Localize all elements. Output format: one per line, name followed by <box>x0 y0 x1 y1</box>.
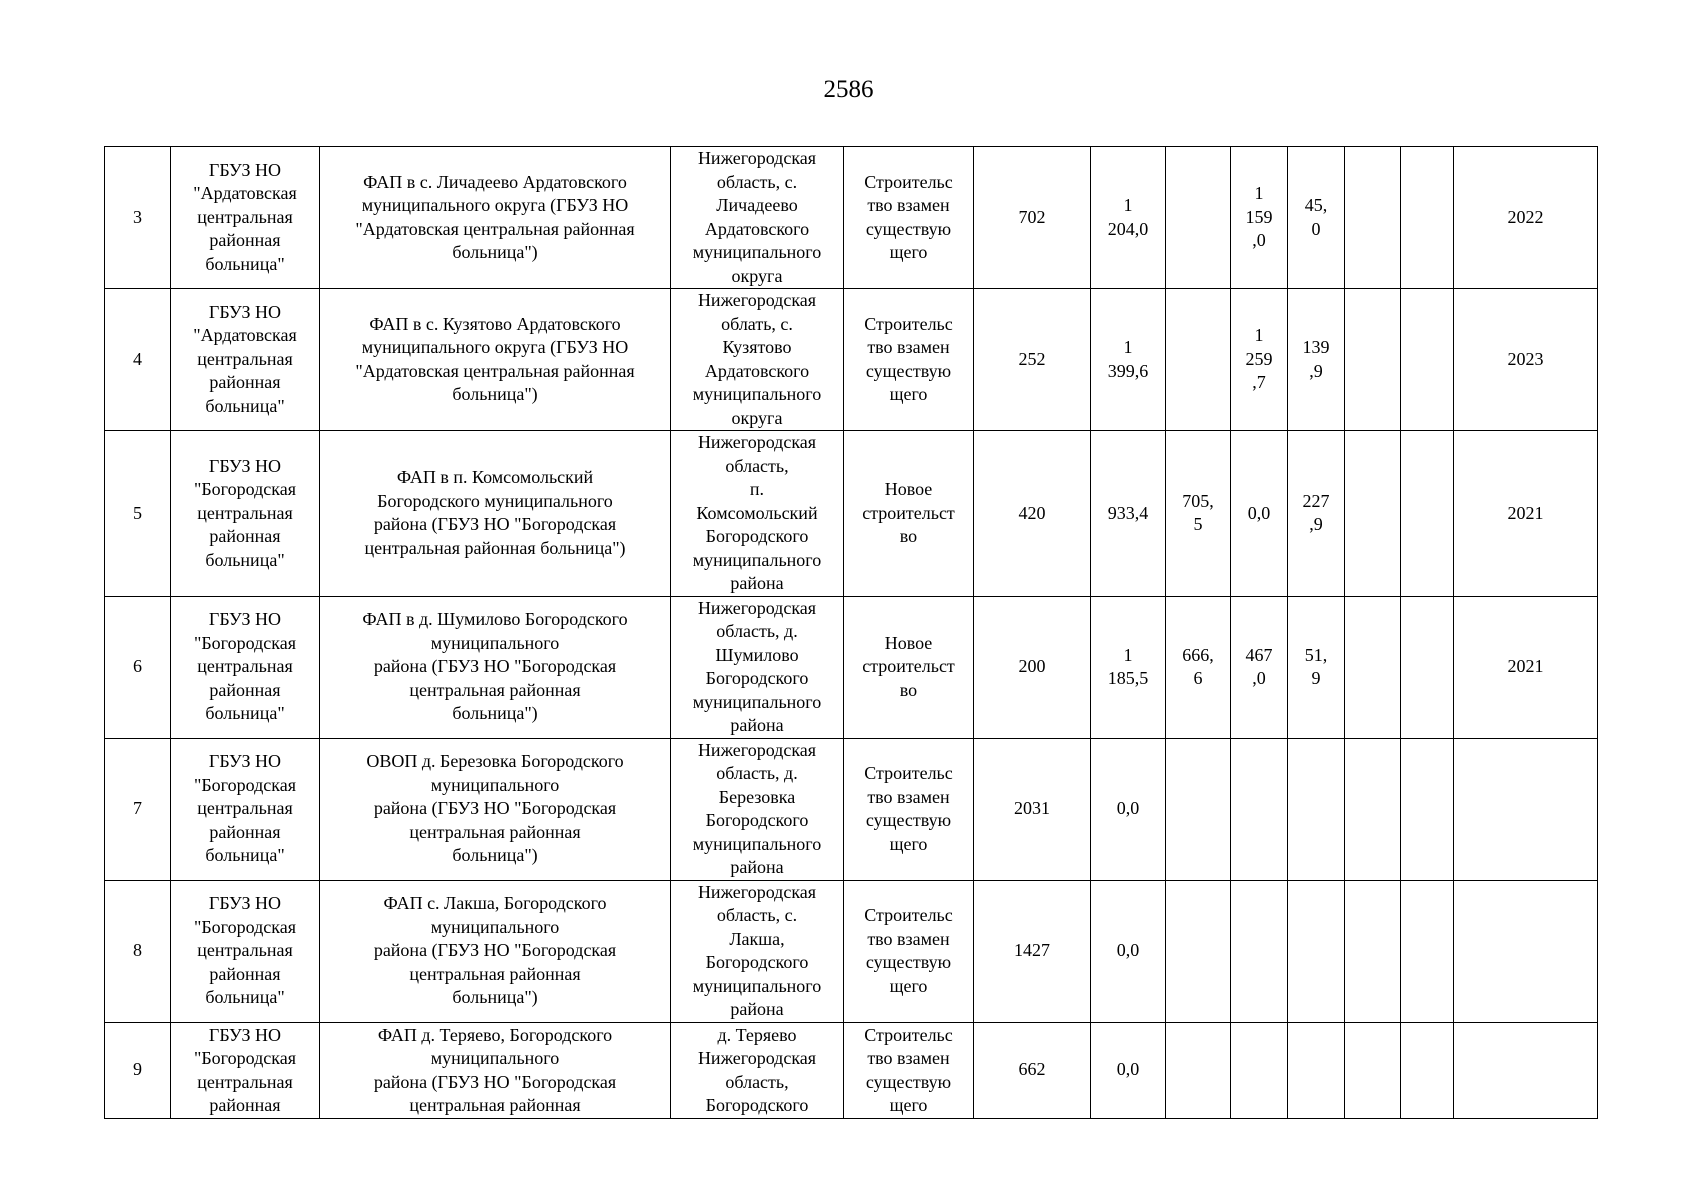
address-cell: Нижегородская область, д. Шумилово Богородского муниципального района <box>671 596 844 738</box>
object-cell: ФАП в п. Комсомольский Богородского муниципального района (ГБУЗ НО "Богородская центральная районная больница") <box>320 431 671 597</box>
value-cell <box>1401 289 1454 431</box>
value-cell: 666, 6 <box>1166 596 1231 738</box>
value-cell: 1 399,6 <box>1091 289 1166 431</box>
value-cell <box>1345 431 1401 597</box>
object-cell: ОВОП д. Березовка Богородского муниципального района (ГБУЗ НО "Богородская центральная районная больница") <box>320 738 671 880</box>
value-cell <box>1345 289 1401 431</box>
value-cell: 420 <box>974 431 1091 597</box>
value-cell <box>1401 596 1454 738</box>
value-cell: 702 <box>974 147 1091 289</box>
value-cell: 0,0 <box>1091 880 1166 1022</box>
value-cell <box>1231 1022 1288 1118</box>
value-cell: 1 204,0 <box>1091 147 1166 289</box>
object-cell: ФАП д. Теряево, Богородского муниципального района (ГБУЗ НО "Богородская центральная районная <box>320 1022 671 1118</box>
object-cell: ФАП с. Лакша, Богородского муниципального района (ГБУЗ НО "Богородская центральная районная больница") <box>320 880 671 1022</box>
work-type-cell: Строительс тво взамен существую щего <box>844 289 974 431</box>
value-cell <box>1345 1022 1401 1118</box>
address-cell: Нижегородская область, п. Комсомольский Богородского муниципального района <box>671 431 844 597</box>
value-cell <box>1401 880 1454 1022</box>
row-number: 8 <box>105 880 171 1022</box>
value-cell <box>1345 596 1401 738</box>
table-row <box>105 880 1598 1022</box>
row-number: 5 <box>105 431 171 597</box>
value-cell: 467 ,0 <box>1231 596 1288 738</box>
value-cell: 139 ,9 <box>1288 289 1345 431</box>
institution-cell: ГБУЗ НО "Богородская центральная районная больница" <box>171 738 320 880</box>
value-cell <box>1401 147 1454 289</box>
object-cell: ФАП в с. Личадеево Ардатовского муниципального округа (ГБУЗ НО "Ардатовская центральная районная больница") <box>320 147 671 289</box>
value-cell: 1 185,5 <box>1091 596 1166 738</box>
address-cell: Нижегородская область, с. Личадеево Ардатовского муниципального округа <box>671 147 844 289</box>
value-cell: 0,0 <box>1091 738 1166 880</box>
institution-cell: ГБУЗ НО "Ардатовская центральная районная больница" <box>171 147 320 289</box>
institution-cell: ГБУЗ НО "Богородская центральная районная <box>171 1022 320 1118</box>
row-number: 7 <box>105 738 171 880</box>
value-cell: 705, 5 <box>1166 431 1231 597</box>
year-cell: 2021 <box>1454 431 1598 597</box>
table-row <box>105 431 1598 597</box>
work-type-cell: Строительс тво взамен существую щего <box>844 147 974 289</box>
address-cell: Нижегородская область, д. Березовка Богородского муниципального района <box>671 738 844 880</box>
value-cell <box>1345 738 1401 880</box>
year-cell <box>1454 738 1598 880</box>
year-cell <box>1454 880 1598 1022</box>
value-cell: 1 259 ,7 <box>1231 289 1288 431</box>
value-cell <box>1166 1022 1231 1118</box>
address-cell: Нижегородская область, с. Лакша, Богородского муниципального района <box>671 880 844 1022</box>
institution-cell: ГБУЗ НО "Богородская центральная районная больница" <box>171 596 320 738</box>
value-cell: 0,0 <box>1091 1022 1166 1118</box>
value-cell: 200 <box>974 596 1091 738</box>
value-cell: 1427 <box>974 880 1091 1022</box>
table-row <box>105 1022 1598 1118</box>
work-type-cell: Новое строительст во <box>844 596 974 738</box>
value-cell <box>1166 880 1231 1022</box>
row-number: 4 <box>105 289 171 431</box>
row-number: 6 <box>105 596 171 738</box>
institution-cell: ГБУЗ НО "Богородская центральная районная больница" <box>171 880 320 1022</box>
value-cell <box>1231 880 1288 1022</box>
value-cell: 45, 0 <box>1288 147 1345 289</box>
year-cell: 2022 <box>1454 147 1598 289</box>
year-cell <box>1454 1022 1598 1118</box>
institution-cell: ГБУЗ НО "Богородская центральная районная больница" <box>171 431 320 597</box>
object-cell: ФАП в с. Кузятово Ардатовского муниципального округа (ГБУЗ НО "Ардатовская центральная районная больница") <box>320 289 671 431</box>
address-cell: д. Теряево Нижегородская область, Богородского <box>671 1022 844 1118</box>
value-cell <box>1166 738 1231 880</box>
value-cell: 252 <box>974 289 1091 431</box>
value-cell <box>1288 880 1345 1022</box>
value-cell: 933,4 <box>1091 431 1166 597</box>
value-cell: 662 <box>974 1022 1091 1118</box>
work-type-cell: Строительс тво взамен существую щего <box>844 738 974 880</box>
value-cell <box>1345 880 1401 1022</box>
value-cell: 0,0 <box>1231 431 1288 597</box>
value-cell <box>1345 147 1401 289</box>
work-type-cell: Строительс тво взамен существую щего <box>844 880 974 1022</box>
table-row <box>105 738 1598 880</box>
value-cell: 51, 9 <box>1288 596 1345 738</box>
page-number: 2586 <box>823 76 874 103</box>
value-cell <box>1288 1022 1345 1118</box>
facilities-table <box>104 146 1598 1119</box>
table-row <box>105 596 1598 738</box>
value-cell <box>1166 147 1231 289</box>
row-number: 9 <box>105 1022 171 1118</box>
table-row <box>105 147 1598 289</box>
value-cell <box>1401 1022 1454 1118</box>
value-cell <box>1231 738 1288 880</box>
work-type-cell: Строительс тво взамен существую щего <box>844 1022 974 1118</box>
year-cell: 2021 <box>1454 596 1598 738</box>
work-type-cell: Новое строительст во <box>844 431 974 597</box>
value-cell: 2031 <box>974 738 1091 880</box>
row-number: 3 <box>105 147 171 289</box>
value-cell: 1 159 ,0 <box>1231 147 1288 289</box>
object-cell: ФАП в д. Шумилово Богородского муниципального района (ГБУЗ НО "Богородская центральная районная больница") <box>320 596 671 738</box>
year-cell: 2023 <box>1454 289 1598 431</box>
value-cell <box>1401 738 1454 880</box>
address-cell: Нижегородская облать, с. Кузятово Ардатовского муниципального округа <box>671 289 844 431</box>
value-cell: 227 ,9 <box>1288 431 1345 597</box>
value-cell <box>1401 431 1454 597</box>
value-cell <box>1288 738 1345 880</box>
institution-cell: ГБУЗ НО "Ардатовская центральная районная больница" <box>171 289 320 431</box>
value-cell <box>1166 289 1231 431</box>
table-row <box>105 289 1598 431</box>
